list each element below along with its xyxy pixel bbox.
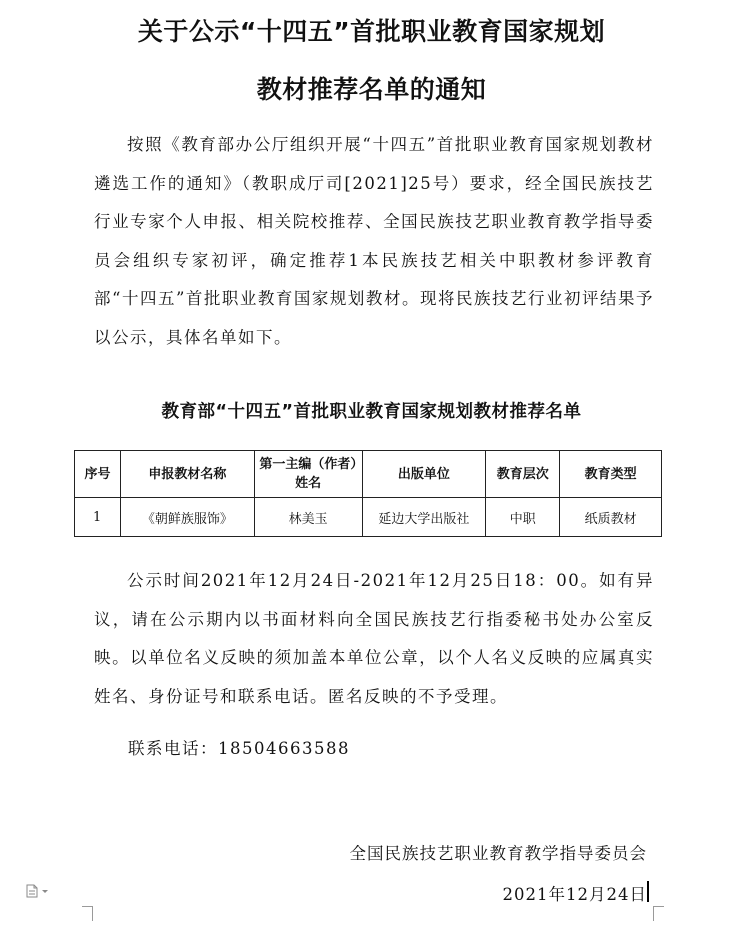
signature-date: 2021年12月24日 <box>502 885 647 904</box>
cell-textbook-name: 《朝鲜族服饰》 <box>120 498 254 537</box>
cell-education-type: 纸质教材 <box>560 498 662 537</box>
header-chief-editor: 第一主编（作者）姓名 <box>254 451 362 498</box>
list-title: 教育部“十四五”首批职业教育国家规划教材推荐名单 <box>161 402 582 422</box>
document-title-line-1: 关于公示“十四五”首批职业教育国家规划 <box>137 17 606 46</box>
cell-serial: 1 <box>75 498 121 537</box>
cell-education-level: 中职 <box>486 498 560 537</box>
document-icon[interactable] <box>26 883 52 897</box>
table-header-row <box>75 451 662 498</box>
signer-organization: 全国民族技艺职业教育教学指导委员会 <box>349 844 647 863</box>
page-corner-mark-left <box>82 906 93 921</box>
intro-paragraph: 按照《教育部办公厅组织开展“十四五”首批职业教育国家规划教材遴选工作的通知》（教职成厅司[2021]25号）要求，经全国民族技艺行业专家个人申报、相关院校推荐、全国民族技艺职业教育教学指导委员会组织专家初评，确定推荐1本民族技艺相关中职教材参评教育部“十四五”首批职业教育国家规划教材。现将民族技艺行业初评结果予以公示，具体名单如下。 <box>94 135 654 347</box>
recommendation-table <box>74 450 662 537</box>
header-textbook-name: 申报教材名称 <box>120 451 254 498</box>
header-serial: 序号 <box>75 451 121 498</box>
contact-phone: 联系电话：18504663588 <box>128 739 350 758</box>
document-title-line-2: 教材推荐名单的通知 <box>256 75 487 104</box>
notice-paragraph: 公示时间2021年12月24日-2021年12月25日18：00。如有异议，请在公示期内以书面材料向全国民族技艺行指委秘书处办公室反映。以单位名义反映的须加盖本单位公章，以个人名义反映的应属真实姓名、身份证号和联系电话。匿名反映的不予受理。 <box>94 571 654 706</box>
cell-chief-editor: 林美玉 <box>254 498 362 537</box>
text-cursor <box>647 881 649 902</box>
table-row <box>75 498 662 537</box>
header-education-type: 教育类型 <box>560 451 662 498</box>
page-corner-mark-right <box>653 906 664 921</box>
header-education-level: 教育层次 <box>486 451 560 498</box>
header-publisher: 出版单位 <box>362 451 486 498</box>
cell-publisher: 延边大学出版社 <box>362 498 486 537</box>
